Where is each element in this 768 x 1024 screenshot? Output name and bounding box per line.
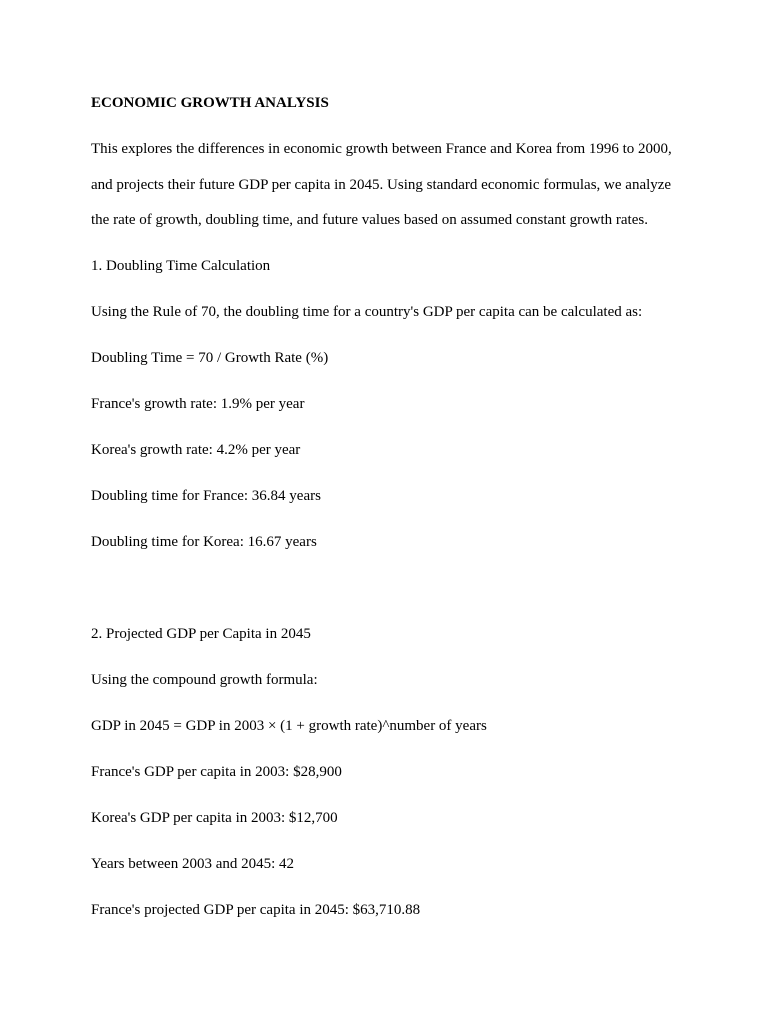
section2-line-2: GDP in 2045 = GDP in 2003 × (1 + growth rate)^number of years bbox=[91, 718, 487, 734]
section1-line-2: Doubling Time = 70 / Growth Rate (%) bbox=[91, 350, 329, 366]
section2-line-1: Using the compound growth formula: bbox=[91, 672, 318, 688]
section1-line-6: Doubling time for Korea: 16.67 years bbox=[91, 534, 317, 550]
section2-line-5: Years between 2003 and 2045: 42 bbox=[91, 856, 295, 872]
section1-line-3: France's growth rate: 1.9% per year bbox=[91, 396, 305, 412]
section2-line-4: Korea's GDP per capita in 2003: $12,700 bbox=[91, 810, 338, 826]
intro-line-2: and projects their future GDP per capita in 2045. Using standard economic formulas, we analyze bbox=[91, 177, 672, 193]
section2-line-3: France's GDP per capita in 2003: $28,900 bbox=[91, 764, 342, 780]
section1-line-5: Doubling time for France: 36.84 years bbox=[91, 488, 321, 504]
document-title: ECONOMIC GROWTH ANALYSIS bbox=[91, 95, 329, 111]
section1-line-4: Korea's growth rate: 4.2% per year bbox=[91, 442, 301, 458]
intro-line-1: This explores the differences in economic growth between France and Korea from 1996 to 2000, bbox=[91, 141, 672, 157]
section1-heading: 1. Doubling Time Calculation bbox=[91, 258, 271, 274]
section2-heading: 2. Projected GDP per Capita in 2045 bbox=[91, 626, 311, 642]
section1-line-1: Using the Rule of 70, the doubling time for a country's GDP per capita can be calculated as: bbox=[91, 304, 643, 320]
intro-line-3: the rate of growth, doubling time, and future values based on assumed constant growth rates. bbox=[91, 212, 648, 228]
section2-line-6: France's projected GDP per capita in 2045: $63,710.88 bbox=[91, 902, 421, 918]
